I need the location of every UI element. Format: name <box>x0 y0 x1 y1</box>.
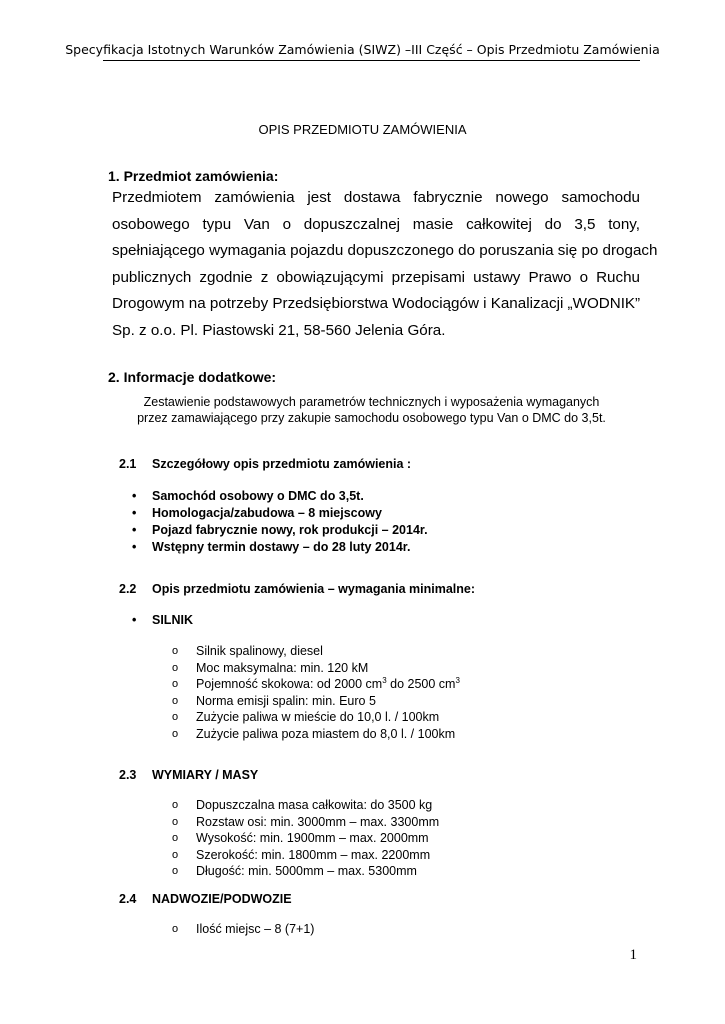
subsection-number: 2.1 <box>119 457 137 471</box>
document-title: OPIS PRZEDMIOTU ZAMÓWIENIA <box>258 122 467 137</box>
page-header: Specyfikacja Istotnych Warunków Zamówienia (SIWZ) –III Część – Opis Przedmiotu Zamówienia <box>65 42 660 57</box>
paragraph-line: Drogowym na potrzeby Przedsiębiorstwa Wodociągów i Kanalizacji „WODNIK” <box>112 295 641 312</box>
subsection-number: 2.2 <box>119 582 137 596</box>
paragraph-line: Przedmiotem zamówienia jest dostawa fabrycznie nowego samochodu <box>112 189 640 206</box>
dimensions-list <box>172 797 439 880</box>
subsection-2-4-heading <box>119 892 292 906</box>
list-item: o Zużycie paliwa poza miastem do 8,0 l. / 100km <box>172 726 460 743</box>
paragraph-line: spełniającego wymagania pojazdu dopuszczonego do poruszania się po drogach <box>112 242 658 259</box>
list-item: o Moc maksymalna: min. 120 kM <box>172 660 460 677</box>
subsection-2-3-heading <box>119 768 258 782</box>
list-item: o Silnik spalinowy, diesel <box>172 643 460 660</box>
subsection-title: Opis przedmiotu zamówienia – wymagania minimalne: <box>152 582 475 596</box>
list-item: • Samochód osobowy o DMC do 3,5t. <box>132 488 428 505</box>
subsection-title: Szczegółowy opis przedmiotu zamówienia : <box>152 457 412 471</box>
list-item: • Homologacja/zabudowa – 8 miejscowy <box>132 505 428 522</box>
list-item: o Rozstaw osi: min. 3000mm – max. 3300mm <box>172 814 439 831</box>
subsection-title: WYMIARY / MASY <box>152 768 259 782</box>
intro-line: przez zamawiającego przy zakupie samochodu osobowego typu Van o DMC do 3,5t. <box>137 411 606 425</box>
requirements-bullet-list <box>132 488 428 556</box>
subsection-2-2-heading <box>119 582 475 596</box>
capacity-mid: do 2500 cm <box>386 677 456 691</box>
subsection-title: NADWOZIE/PODWOZIE <box>152 892 292 906</box>
superscript-3: 3 <box>382 676 387 685</box>
page-number: 1 <box>629 947 637 963</box>
subsection-number: 2.4 <box>119 892 137 906</box>
header-divider <box>103 60 640 61</box>
list-item: o Szerokość: min. 1800mm – max. 2200mm <box>172 847 439 864</box>
section-1-paragraph <box>112 185 658 344</box>
list-item: • Wstępny termin dostawy – do 28 luty 2014r. <box>132 539 428 556</box>
subsection-number: 2.3 <box>119 768 137 782</box>
paragraph-line: osobowego typu Van o dopuszczalnej masie całkowitej do 3,5 tony, <box>112 215 640 233</box>
engine-spec-list <box>172 643 460 742</box>
section-1-heading: 1. Przedmiot zamówienia: <box>108 168 279 184</box>
intro-line: Zestawienie podstawowych parametrów technicznych i wyposażenia wymaganych <box>143 395 600 409</box>
section-2-heading: 2. Informacje dodatkowe: <box>108 369 277 385</box>
list-item: o Norma emisji spalin: min. Euro 5 <box>172 693 460 710</box>
list-item: o Ilość miejsc – 8 (7+1) <box>172 921 314 938</box>
paragraph-line: publicznych zgodnie z obowiązującymi przepisami ustawy Prawo o Ruchu <box>112 268 640 286</box>
engine-bullet: • SILNIK <box>132 613 193 627</box>
paragraph-line: Sp. z o.o. Pl. Piastowski 21, 58-560 Jelenia Góra. <box>112 321 446 339</box>
subsection-2-1-heading <box>119 457 411 471</box>
list-item: • Pojazd fabrycznie nowy, rok produkcji – 2014r. <box>132 522 428 539</box>
list-item: o Zużycie paliwa w mieście do 10,0 l. / 100km <box>172 709 460 726</box>
section-2-intro <box>103 394 640 426</box>
superscript-3: 3 <box>455 676 460 685</box>
body-list <box>172 921 314 938</box>
list-item: o Długość: min. 5000mm – max. 5300mm <box>172 863 439 880</box>
list-item: o Dopuszczalna masa całkowita: do 3500 kg <box>172 797 439 814</box>
list-item: o Wysokość: min. 1900mm – max. 2000mm <box>172 830 439 847</box>
list-item <box>172 676 460 693</box>
capacity-prefix: Pojemność skokowa: od 2000 cm <box>196 677 383 691</box>
